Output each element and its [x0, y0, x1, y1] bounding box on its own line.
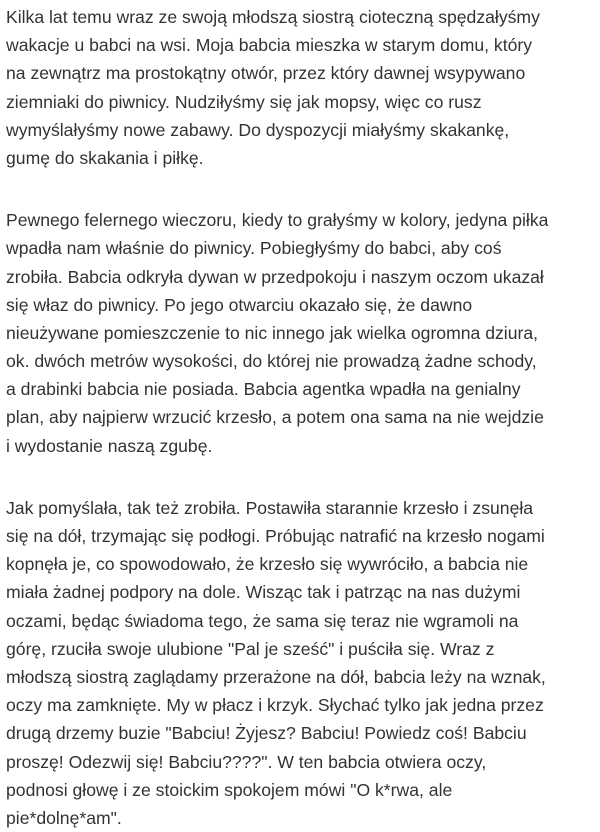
text-line: oczy ma zamknięte. My w płacz i krzyk. Słychać tylko jak jedna przez	[6, 695, 544, 716]
text-line: ok. dwóch metrów wysokości, do której nie prowadzą żadne schody,	[6, 351, 537, 372]
text-line: się właz do piwnicy. Po jego otwarciu okazało się, że dawno	[6, 294, 473, 315]
text-line: nieużywane pomieszczenie to nic innego jak wielka ogromna dziura,	[6, 322, 539, 343]
text-line: miała żadnej podpory na dole. Wisząc tak i patrząc na nas dużymi	[6, 582, 521, 603]
story-paragraph-1	[6, 3, 594, 172]
text-line: wakacje u babci na wsi. Moja babcia mieszka w starym domu, który	[6, 35, 533, 56]
text-line: się na dół, trzymając się podłogi. Próbując natrafić na krzesło nogami	[6, 526, 545, 546]
text-line: podnosi głowę i ze stoickim spokojem mówi "O k*rwa, ale	[6, 779, 453, 800]
text-line: Kilka lat temu wraz ze swoją młodszą siostrą cioteczną spędzałyśmy	[6, 7, 540, 27]
story-paragraph-3	[6, 494, 594, 832]
text-line: a drabinki babcia nie posiada. Babcia agentka wpadła na genialny	[6, 379, 521, 400]
text-line: plan, aby najpierw wrzucić krzesło, a potem ona sama na nie wejdzie	[6, 407, 544, 428]
text-line: i wydostanie naszą zgubę.	[6, 435, 213, 456]
text-line: na zewnątrz ma prostokątny otwór, przez który dawnej wsypywano	[6, 63, 526, 84]
text-line: wpadła nam właśnie do piwnicy. Pobiegłyśmy do babci, aby coś	[6, 238, 502, 259]
text-line: drugą drzemy buzie "Babciu! Żyjesz? Babciu! Powiedz coś! Babciu	[6, 723, 527, 744]
text-line: gumę do skakania i piłkę.	[6, 147, 204, 168]
text-line: kopnęła je, co spowodowało, że krzesło się wywróciło, a babcia nie	[6, 554, 529, 575]
text-line: młodszą siostrą zaglądamy przerażone na dół, babcia leży na wznak,	[6, 666, 546, 687]
text-line: Pewnego felernego wieczoru, kiedy to grałyśmy w kolory, jedyna piłka	[6, 210, 549, 231]
text-line: górę, rzuciła swoje ulubione "Pal je sześć" i puściła się. Wraz z	[6, 638, 495, 659]
text-line: oczami, będąc świadoma tego, że sama się teraz nie wgramoli na	[6, 610, 519, 631]
text-line: ziemniaki do piwnicy. Nudziłyśmy się jak mopsy, więc co rusz	[6, 91, 482, 112]
text-line: pie*dolnę*am".	[6, 807, 122, 828]
text-line: wymyślałyśmy nowe zabawy. Do dyspozycji miałyśmy skakankę,	[6, 119, 510, 140]
text-line: proszę! Odezwij się! Babciu????". W ten babcia otwiera oczy,	[6, 751, 487, 772]
story-paragraph-2	[6, 206, 594, 460]
text-line: zrobiła. Babcia odkryła dywan w przedpokoju i naszym oczom ukazał	[6, 266, 544, 287]
text-line: Jak pomyślała, tak też zrobiła. Postawiła starannie krzesło i zsunęła	[6, 497, 534, 518]
